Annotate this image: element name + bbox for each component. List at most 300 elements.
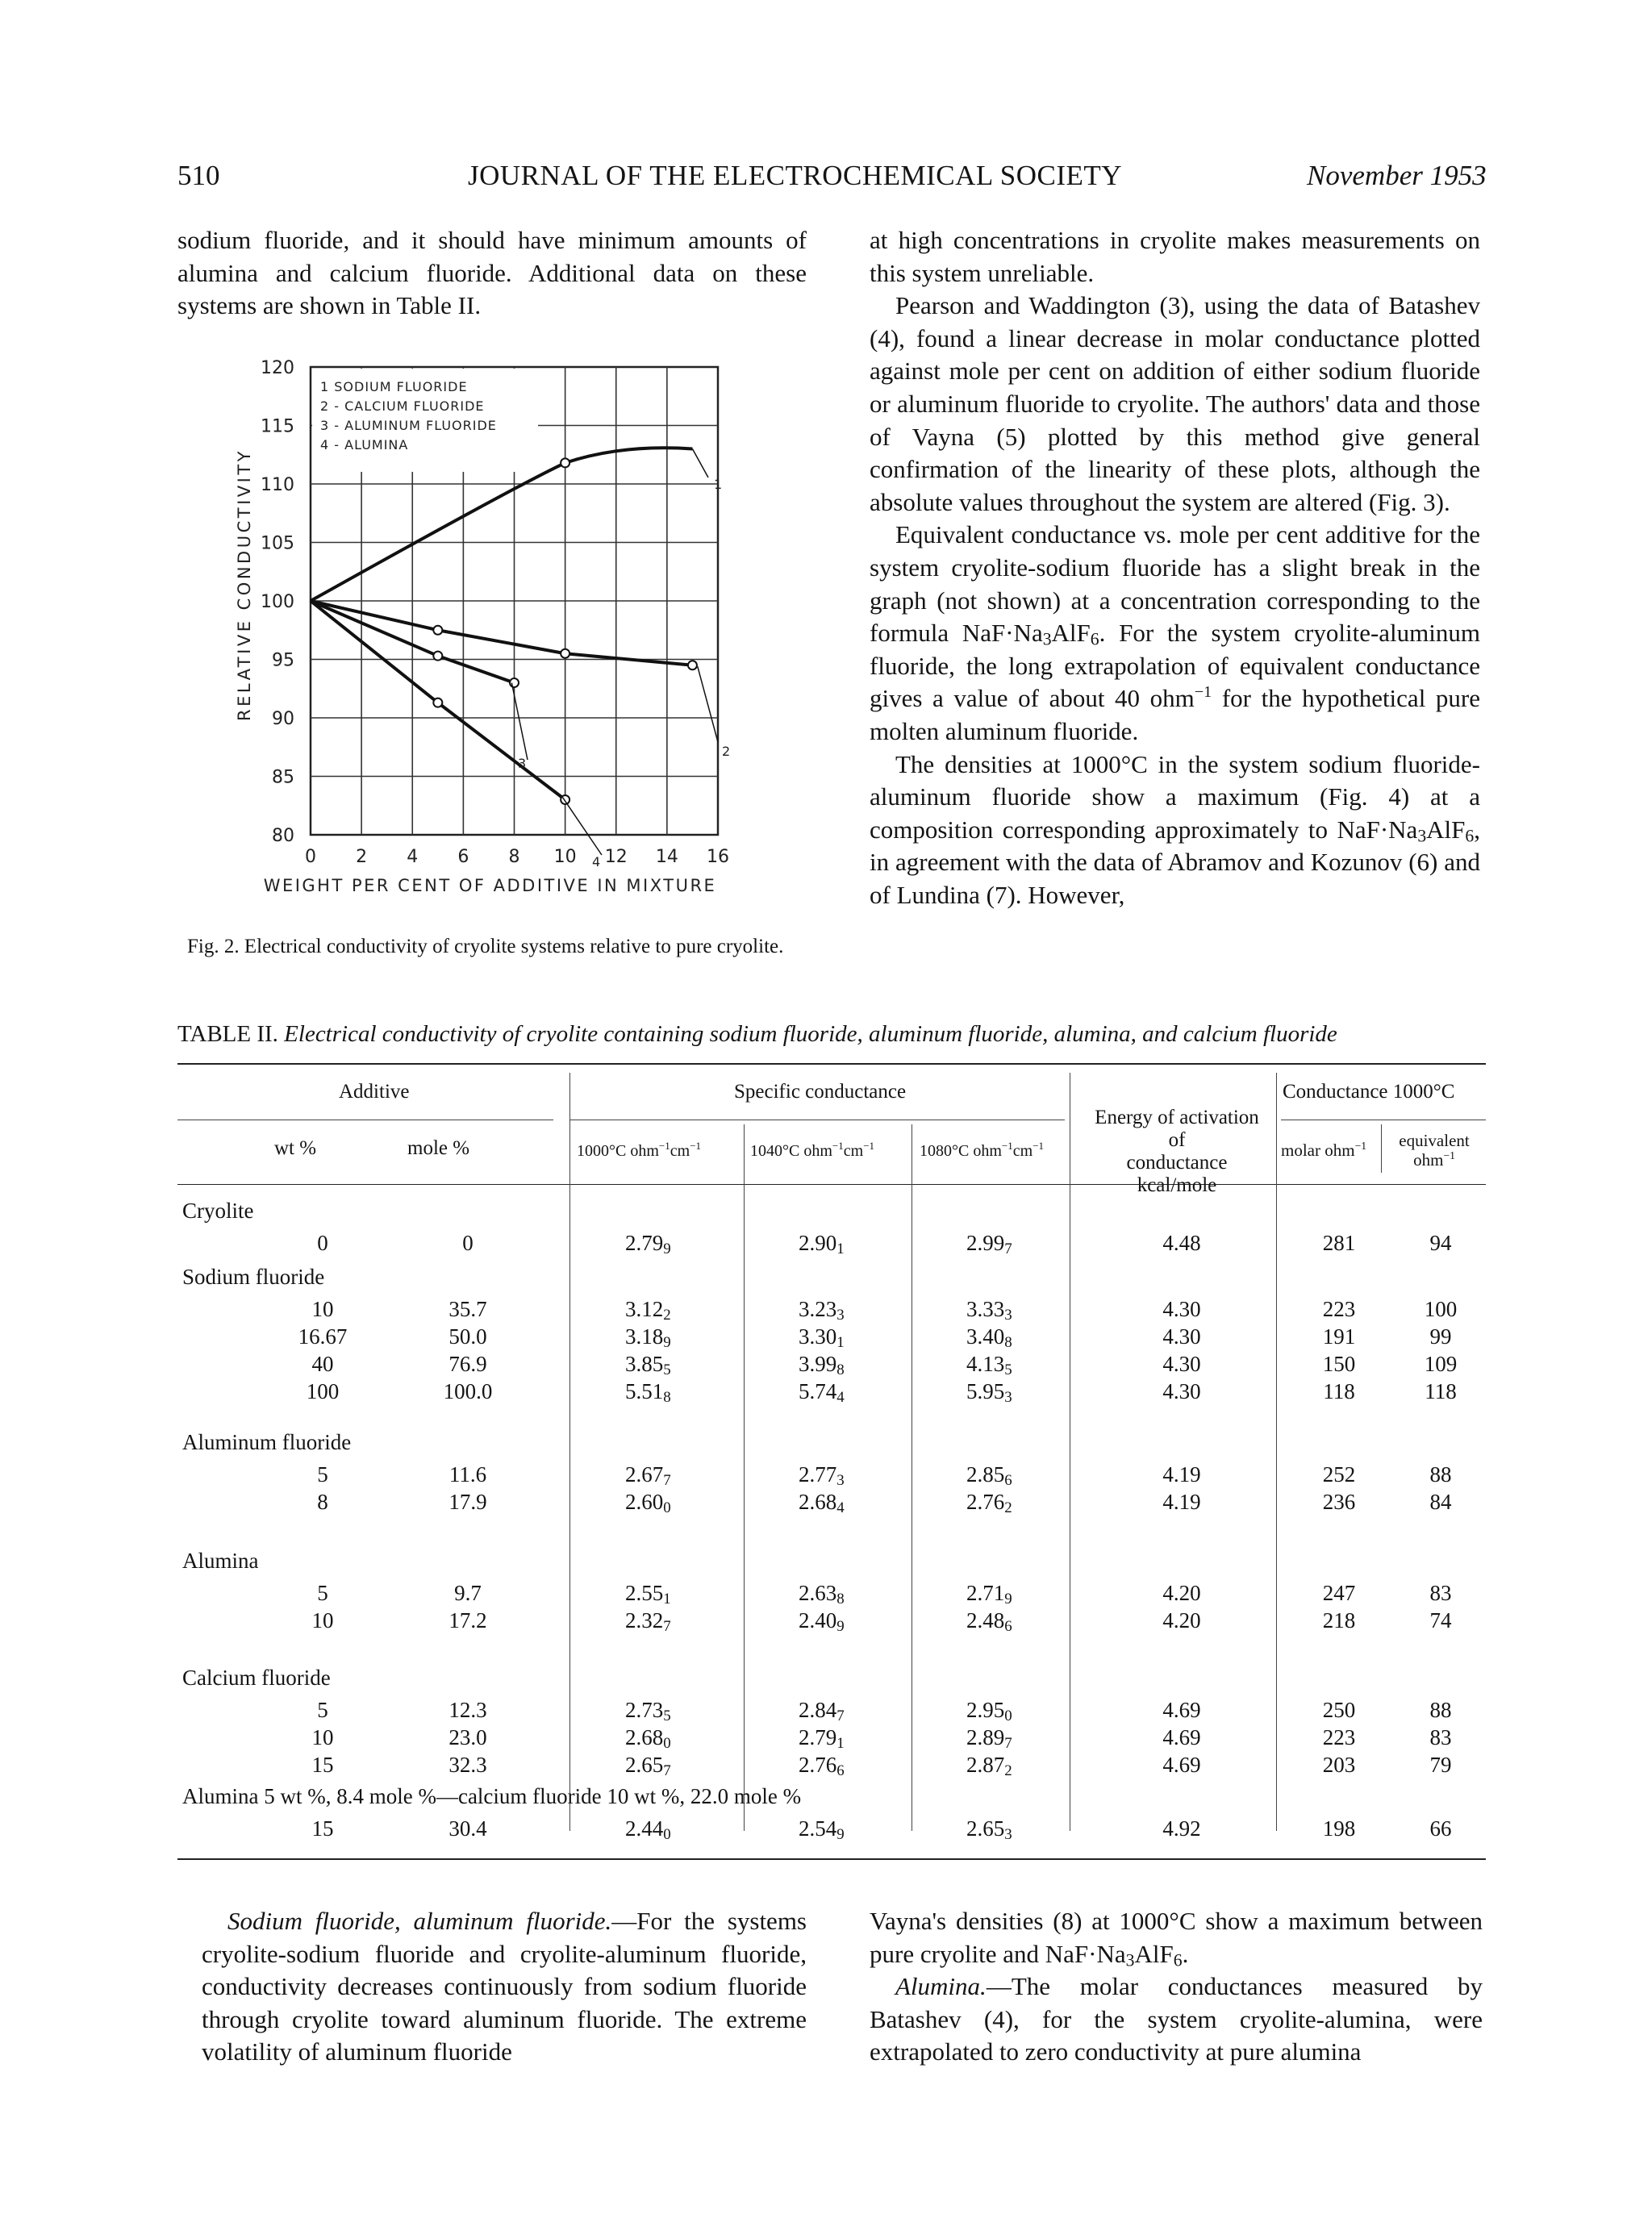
table-cell-energy: 4.30 xyxy=(1162,1324,1201,1349)
table-cell-value: 2.44 xyxy=(625,1816,664,1841)
table-cell-mole: 76.9 xyxy=(448,1352,487,1376)
table-cell-subscript-digit: 5 xyxy=(663,1361,671,1378)
table-cell-c1080 xyxy=(966,1698,1055,1723)
legend-entry: 3 - ALUMINUM FLUORIDE xyxy=(320,418,497,433)
table-cell-value: 5.95 xyxy=(966,1379,1005,1403)
table-cell-value: 3.23 xyxy=(799,1297,837,1321)
page-number: 510 xyxy=(177,160,220,191)
table-cell-subscript-digit: 0 xyxy=(663,1499,671,1516)
journal-title: JOURNAL OF THE ELECTROCHEMICAL SOCIETY xyxy=(468,160,1123,191)
col-divider-2 xyxy=(744,1124,745,1831)
table-cell-subscript-digit: 3 xyxy=(836,1471,845,1489)
table-cell-equiv: 118 xyxy=(1425,1379,1457,1403)
col-divider-1 xyxy=(569,1073,570,1831)
table-group-label: Alumina 5 wt %, 8.4 mole %—calcium fluoride 10 wt %, 22.0 mole % xyxy=(182,1784,802,1808)
table-cell-wt: 10 xyxy=(311,1608,334,1632)
table-cell-value: 2.85 xyxy=(966,1462,1005,1487)
table-cell-subscript-digit: 6 xyxy=(1004,1617,1012,1635)
table-cell-c1040 xyxy=(799,1698,887,1723)
table-cell-equiv: 84 xyxy=(1429,1490,1452,1514)
right-column-text xyxy=(870,224,1480,911)
head-energy-line-2: conductance kcal/mole xyxy=(1126,1152,1228,1196)
table-cell-c1080 xyxy=(966,1581,1055,1606)
table-cell-mole: 100.0 xyxy=(443,1379,493,1403)
x-tick-label: 4 xyxy=(407,847,419,867)
table-cell-mole: 35.7 xyxy=(448,1297,487,1321)
table-cell-mole: 23.0 xyxy=(448,1725,487,1749)
table-cell-c1000 xyxy=(625,1608,714,1633)
bottom-left-body: —For the systems cryolite-sodium fluoride and cryolite-aluminum fluoride, conductivity decreases continuously from sodium fluoride through cryolite toward aluminum fluoride. The extreme volatility of aluminum fluoride xyxy=(202,1907,807,2066)
figure-2-caption: Fig. 2. Electrical conductivity of cryolite systems relative to pure cryolite. xyxy=(187,936,784,957)
right-paragraph-3 xyxy=(870,519,1480,748)
figure-2-chart xyxy=(186,347,799,919)
table-cell-equiv: 99 xyxy=(1429,1324,1452,1349)
table-cell-mole: 17.2 xyxy=(448,1608,487,1632)
data-point xyxy=(561,649,569,658)
table-cell-energy: 4.20 xyxy=(1162,1608,1201,1632)
table-cell-equiv: 109 xyxy=(1424,1352,1458,1376)
table-cell-value: 2.95 xyxy=(966,1698,1005,1722)
table-group-label: Calcium fluoride xyxy=(182,1666,331,1690)
table-cell-subscript-digit: 0 xyxy=(1004,1707,1012,1724)
table-cell-value: 2.76 xyxy=(799,1753,837,1777)
table-cell-c1080 xyxy=(966,1490,1055,1515)
table-cell-c1040 xyxy=(799,1490,887,1515)
table-cell-equiv: 88 xyxy=(1429,1462,1452,1487)
table-cell-molar: 203 xyxy=(1322,1753,1356,1777)
table-cell-subscript-digit: 1 xyxy=(836,1734,845,1752)
table-cell-value: 2.99 xyxy=(966,1231,1005,1255)
table-cell-value: 2.55 xyxy=(625,1581,664,1605)
head-molar-text: molar ohm xyxy=(1281,1140,1355,1160)
table-cell-molar: 250 xyxy=(1322,1698,1356,1722)
y-tick-label: 95 xyxy=(272,650,294,671)
head-1080c xyxy=(920,1142,1044,1161)
br-p1-c: . xyxy=(1182,1939,1189,1968)
head-equivalent-unit xyxy=(1384,1150,1484,1170)
table-cell-value: 2.40 xyxy=(799,1608,837,1632)
table-cell-c1080 xyxy=(966,1725,1055,1750)
table-cell-value: 2.68 xyxy=(799,1490,837,1514)
legend-entry: 1 SODIUM FLUORIDE xyxy=(320,379,468,394)
head-equivalent-text: equivalent xyxy=(1399,1131,1470,1150)
table-cell-value: 2.32 xyxy=(625,1608,664,1632)
head-1040c-text: 1040°C ohm xyxy=(750,1142,832,1160)
table-cell-equiv: 66 xyxy=(1429,1816,1452,1841)
table-cell-energy: 4.69 xyxy=(1162,1725,1201,1749)
series-line xyxy=(311,601,692,665)
table-cell-mole: 12.3 xyxy=(448,1698,487,1722)
left-intro-paragraph xyxy=(177,224,807,323)
table-cell-value: 2.87 xyxy=(966,1753,1005,1777)
table-cell-value: 2.68 xyxy=(625,1725,664,1749)
table-bottom-rule xyxy=(177,1858,1486,1860)
head-wt: wt % xyxy=(274,1137,317,1159)
table-title-label: TABLE II. xyxy=(177,1021,285,1047)
table-cell-subscript-digit: 8 xyxy=(836,1361,845,1378)
table-group-label: Cryolite xyxy=(182,1199,254,1223)
table-cell-molar: 118 xyxy=(1323,1379,1355,1403)
table-cell-molar: 223 xyxy=(1322,1725,1356,1749)
head-specific-conductance: Specific conductance xyxy=(734,1081,907,1103)
table-cell-mole: 11.6 xyxy=(448,1462,487,1487)
table-cell-mole: 32.3 xyxy=(448,1753,487,1777)
br-p1-a: Vayna's densities (8) at 1000°C show a maximum between pure cryolite and NaF·Na xyxy=(870,1907,1483,1968)
table-cell-wt: 5 xyxy=(317,1462,328,1487)
bottom-left-heading: Sodium fluoride, aluminum fluoride. xyxy=(227,1907,612,1935)
col-divider-6 xyxy=(1381,1124,1382,1173)
table-cell-subscript-digit: 4 xyxy=(836,1499,845,1516)
table-cell-energy: 4.69 xyxy=(1162,1698,1201,1722)
curve-label-leader xyxy=(692,449,708,478)
table-cell-value: 3.18 xyxy=(625,1324,664,1349)
head-1000c-sup-2: −1 xyxy=(690,1140,702,1153)
p4-text-c: , in agreement with the data of Abramov and Kozunov (6) and of Lundina (7). However, xyxy=(870,815,1480,909)
table-cell-value: 2.79 xyxy=(625,1231,664,1255)
data-point xyxy=(561,458,569,467)
table-cell-c1000 xyxy=(625,1581,714,1606)
issue-date: November 1953 xyxy=(1307,160,1487,191)
table-cell-value: 2.60 xyxy=(625,1490,664,1514)
table-cell-subscript-digit: 4 xyxy=(836,1388,845,1406)
table-cell-energy: 4.30 xyxy=(1162,1379,1201,1403)
right-paragraph-4 xyxy=(870,748,1480,912)
table-cell-mole: 17.9 xyxy=(448,1490,487,1514)
table-cell-subscript-digit: 3 xyxy=(1004,1388,1012,1406)
table-cell-subscript-digit: 5 xyxy=(1004,1361,1012,1378)
p3-sub-6: 6 xyxy=(1090,629,1099,649)
table-cell-energy: 4.69 xyxy=(1162,1753,1201,1777)
table-cell-wt: 0 xyxy=(317,1231,328,1255)
table-group-label: Sodium fluoride xyxy=(182,1265,325,1289)
head-1080c-text: 1080°C ohm xyxy=(920,1142,1002,1160)
table-cell-c1000 xyxy=(625,1816,714,1841)
table-cell-subscript-digit: 9 xyxy=(663,1333,671,1351)
table-cell-c1040 xyxy=(799,1231,887,1256)
bottom-right-paragraph-1 xyxy=(870,1905,1483,1970)
table-cell-c1080 xyxy=(966,1231,1055,1256)
table-cell-value: 2.67 xyxy=(625,1462,664,1487)
table-cell-value: 2.65 xyxy=(966,1816,1005,1841)
table-cell-value: 3.99 xyxy=(799,1352,837,1376)
head-1080c-unit: cm xyxy=(1012,1142,1033,1160)
right-paragraph-1: at high concentrations in cryolite makes measurements on this system unreliable. xyxy=(870,226,1480,287)
table-cell-equiv: 94 xyxy=(1429,1231,1452,1255)
br-p2-heading: Alumina. xyxy=(895,1972,987,2001)
bottom-left-paragraph xyxy=(202,1905,807,2069)
head-1000c-sup-1: −1 xyxy=(658,1140,670,1153)
head-molar xyxy=(1281,1140,1366,1161)
table-cell-c1080 xyxy=(966,1297,1055,1322)
y-tick-label: 110 xyxy=(261,475,294,495)
head-energy xyxy=(1087,1107,1266,1197)
p3-sup: −1 xyxy=(1194,683,1212,702)
table-cell-value: 4.13 xyxy=(966,1352,1005,1376)
head-1000c-text: 1000°C ohm xyxy=(577,1142,659,1160)
table-cell-subscript-digit: 7 xyxy=(663,1471,671,1489)
col-divider-5 xyxy=(1276,1073,1277,1831)
table-cell-subscript-digit: 3 xyxy=(1004,1306,1012,1324)
x-tick-label: 8 xyxy=(508,847,520,867)
curve-number-label: 2 xyxy=(722,744,731,759)
legend-entry: 4 - ALUMINA xyxy=(320,437,409,452)
x-tick-label: 0 xyxy=(305,847,316,867)
data-point xyxy=(433,698,442,707)
y-tick-label: 105 xyxy=(261,533,294,554)
table-cell-subscript-digit: 0 xyxy=(663,1825,671,1843)
table-cell-subscript-digit: 9 xyxy=(836,1617,845,1635)
y-tick-label: 100 xyxy=(261,592,294,612)
table-cell-subscript-digit: 3 xyxy=(836,1306,845,1324)
table-cell-subscript-digit: 8 xyxy=(836,1590,845,1607)
x-tick-label: 12 xyxy=(604,847,628,867)
head-1040c xyxy=(750,1142,874,1161)
table-2-title xyxy=(177,1021,1337,1048)
table-cell-wt: 8 xyxy=(317,1490,328,1514)
head-1080c-sup-1: −1 xyxy=(1001,1140,1013,1153)
table-group-label: Aluminum fluoride xyxy=(182,1430,352,1454)
table-cell-c1000 xyxy=(625,1725,714,1750)
table-cell-value: 5.51 xyxy=(625,1379,664,1403)
table-cell-wt: 16.67 xyxy=(298,1324,348,1349)
table-cell-equiv: 74 xyxy=(1429,1608,1452,1632)
table-cell-value: 2.76 xyxy=(966,1490,1005,1514)
head-1000c-unit: cm xyxy=(670,1142,690,1160)
data-point xyxy=(688,661,697,669)
table-cell-c1000 xyxy=(625,1490,714,1515)
table-cell-subscript-digit: 6 xyxy=(836,1762,845,1779)
table-cell-subscript-digit: 2 xyxy=(1004,1762,1012,1779)
table-cell-molar: 281 xyxy=(1322,1231,1356,1255)
table-cell-subscript-digit: 7 xyxy=(836,1707,845,1724)
table-cell-c1000 xyxy=(625,1698,714,1723)
table-cell-value: 2.89 xyxy=(966,1725,1005,1749)
table-cell-value: 2.48 xyxy=(966,1608,1005,1632)
curve-number-label: 4 xyxy=(592,854,601,869)
head-1040c-sup-1: −1 xyxy=(832,1140,844,1153)
table-cell-value: 2.63 xyxy=(799,1581,837,1605)
table-cell-subscript-digit: 8 xyxy=(663,1388,671,1406)
table-cell-subscript-digit: 6 xyxy=(1004,1471,1012,1489)
table-cell-c1080 xyxy=(966,1608,1055,1633)
table-cell-subscript-digit: 1 xyxy=(663,1590,671,1607)
table-cell-subscript-digit: 7 xyxy=(1004,1240,1012,1257)
table-cell-value: 2.54 xyxy=(799,1816,837,1841)
table-group-label: Alumina xyxy=(182,1549,259,1573)
table-cell-energy: 4.20 xyxy=(1162,1581,1201,1605)
head-1080c-sup-2: −1 xyxy=(1032,1140,1045,1153)
table-cell-energy: 4.19 xyxy=(1162,1490,1201,1514)
table-cell-subscript-digit: 1 xyxy=(836,1240,845,1257)
p4-text-a: The densities at 1000°C in the system sodium fluoride-aluminum fluoride show a maximum (Fig. 4) at a composition corresponding approximately to NaF·Na xyxy=(870,749,1480,844)
table-cell-value: 3.30 xyxy=(799,1324,837,1349)
table-cell-subscript-digit: 0 xyxy=(663,1734,671,1752)
table-cell-energy: 4.48 xyxy=(1162,1231,1201,1255)
table-cell-c1000 xyxy=(625,1462,714,1487)
table-cell-mole: 9.7 xyxy=(454,1581,482,1605)
table-cell-c1040 xyxy=(799,1753,887,1778)
data-point xyxy=(561,795,569,804)
br-p1-sub3: 3 xyxy=(1125,1949,1135,1970)
p4-sub-6: 6 xyxy=(1465,826,1475,846)
y-tick-label: 85 xyxy=(272,767,294,788)
table-cell-c1040 xyxy=(799,1379,887,1404)
p3-text-b: AlF xyxy=(1051,619,1091,648)
table-cell-wt: 10 xyxy=(311,1297,334,1321)
table-cell-c1000 xyxy=(625,1297,714,1322)
data-point xyxy=(510,678,519,687)
head-1040c-sup-2: −1 xyxy=(863,1140,875,1153)
table-cell-c1040 xyxy=(799,1816,887,1841)
right-paragraph-2: Pearson and Waddington (3), using the data of Batashev (4), found a linear decrease in molar conductance plotted against mole per cent on addition of either sodium fluoride or aluminum fluoride to cryolite. The authors' data and those of Vayna (5) plotted by this method give general confirmation of the linearity of these plots, although the absolute values throughout the system are altered (Fig. 3). xyxy=(870,291,1480,516)
table-cell-subscript-digit: 9 xyxy=(663,1240,671,1257)
table-cell-value: 2.73 xyxy=(625,1698,664,1722)
head-conductance-1000: Conductance 1000°C xyxy=(1283,1081,1455,1103)
curve-number-label: 3 xyxy=(518,756,527,771)
p4-text-b: AlF xyxy=(1426,815,1466,844)
x-tick-label: 2 xyxy=(356,847,368,867)
table-cell-molar: 191 xyxy=(1322,1324,1356,1349)
table-cell-c1080 xyxy=(966,1462,1055,1487)
y-axis-label: RELATIVE CONDUCTIVITY xyxy=(235,448,254,721)
table-cell-c1040 xyxy=(799,1581,887,1606)
table-cell-value: 2.77 xyxy=(799,1462,837,1487)
table-cell-c1000 xyxy=(625,1753,714,1778)
head-equivalent-sup: −1 xyxy=(1443,1149,1455,1161)
table-cell-wt: 15 xyxy=(311,1816,334,1841)
table-head-rule xyxy=(177,1184,1486,1185)
head-molar-sup: −1 xyxy=(1354,1139,1367,1152)
table-cell-molar: 252 xyxy=(1322,1462,1356,1487)
table-cell-energy: 4.19 xyxy=(1162,1462,1201,1487)
table-cell-molar: 150 xyxy=(1322,1352,1356,1376)
br-p1-b: AlF xyxy=(1134,1939,1174,1968)
table-cell-subscript-digit: 2 xyxy=(663,1306,671,1324)
table-cell-subscript-digit: 7 xyxy=(1004,1734,1012,1752)
br-p2-body: —The molar conductances measured by Batashev (4), for the system cryolite-alumina, were extrapolated to zero conductivity at pure alumina xyxy=(870,1972,1483,2066)
legend-entry: 2 - CALCIUM FLUORIDE xyxy=(320,398,485,414)
table-cell-c1040 xyxy=(799,1352,887,1377)
data-point xyxy=(433,626,442,635)
head-energy-line-1: Energy of activation of xyxy=(1095,1107,1259,1151)
table-cell-molar: 223 xyxy=(1322,1297,1356,1321)
y-tick-label: 80 xyxy=(272,826,294,846)
table-cell-c1080 xyxy=(966,1753,1055,1778)
table-cell-subscript-digit: 9 xyxy=(1004,1590,1012,1607)
table-cell-c1000 xyxy=(625,1231,714,1256)
head-1040c-unit: cm xyxy=(843,1142,864,1160)
table-cell-equiv: 79 xyxy=(1429,1753,1452,1777)
table-cell-value: 2.65 xyxy=(625,1753,664,1777)
table-cell-wt: 10 xyxy=(311,1725,334,1749)
bottom-right-paragraph-2 xyxy=(870,1970,1483,2069)
table-top-rule xyxy=(177,1063,1486,1065)
table-cell-subscript-digit: 5 xyxy=(663,1707,671,1724)
p3-text-c: . For the system cryolite-aluminum fluoride, the long extrapolation of equivalent conductance gives a value of about 40 ohm xyxy=(870,619,1480,713)
table-cell-c1040 xyxy=(799,1297,887,1322)
table-cell-molar: 218 xyxy=(1322,1608,1356,1632)
table-cell-value: 3.85 xyxy=(625,1352,664,1376)
p3-text-d: for the hypothetical pure molten aluminum fluoride. xyxy=(870,684,1480,745)
table-cell-wt: 40 xyxy=(311,1352,334,1376)
x-axis-label: WEIGHT PER CENT OF ADDITIVE IN MIXTURE xyxy=(263,876,717,895)
table-cell-mole: 50.0 xyxy=(448,1324,487,1349)
table-cell-c1080 xyxy=(966,1379,1055,1404)
y-tick-label: 115 xyxy=(261,416,294,437)
data-point xyxy=(433,652,442,661)
table-cell-c1000 xyxy=(625,1379,714,1404)
table-cell-wt: 15 xyxy=(311,1753,334,1777)
bottom-right-column xyxy=(870,1905,1483,2069)
br-p1-sub6: 6 xyxy=(1173,1949,1183,1970)
table-cell-value: 2.71 xyxy=(966,1581,1005,1605)
table-cell-value: 3.12 xyxy=(625,1297,664,1321)
p4-sub-3: 3 xyxy=(1417,826,1427,846)
table-title-text: Electrical conductivity of cryolite containing sodium fluoride, aluminum fluoride, alumina, and calcium fluoride xyxy=(284,1021,1337,1047)
table-cell-subscript-digit: 7 xyxy=(663,1762,671,1779)
table-cell-value: 2.90 xyxy=(799,1231,837,1255)
table-cell-wt: 5 xyxy=(317,1698,328,1722)
table-cell-mole: 30.4 xyxy=(448,1816,487,1841)
table-cell-value: 3.33 xyxy=(966,1297,1005,1321)
head-1000c xyxy=(577,1142,701,1161)
x-tick-label: 6 xyxy=(457,847,469,867)
table-cell-energy: 4.92 xyxy=(1162,1816,1201,1841)
table-cell-value: 3.40 xyxy=(966,1324,1005,1349)
table-cell-c1040 xyxy=(799,1725,887,1750)
table-cell-c1080 xyxy=(966,1324,1055,1349)
p3-sub-3: 3 xyxy=(1042,629,1052,649)
table-cell-molar: 247 xyxy=(1322,1581,1356,1605)
p3-text-a: Equivalent conductance vs. mole per cent additive for the system cryolite-sodium fluoride has a slight break in the graph (not shown) at a concentration corresponding to the formula NaF·Na xyxy=(870,520,1480,648)
table-cell-energy: 4.30 xyxy=(1162,1297,1201,1321)
table-cell-subscript-digit: 2 xyxy=(1004,1499,1012,1516)
table-cell-value: 2.79 xyxy=(799,1725,837,1749)
x-tick-label: 16 xyxy=(707,847,729,867)
table-cell-c1000 xyxy=(625,1352,714,1377)
table-cell-equiv: 83 xyxy=(1429,1581,1452,1605)
table-cell-subscript-digit: 8 xyxy=(1004,1333,1012,1351)
head-additive: Additive xyxy=(339,1081,410,1103)
curve-number-label: 1 xyxy=(714,477,723,492)
table-cell-subscript-digit: 7 xyxy=(663,1617,671,1635)
table-cell-subscript-digit: 1 xyxy=(836,1333,845,1351)
table-cell-value: 2.84 xyxy=(799,1698,837,1722)
left-intro-text: sodium fluoride, and it should have minimum amounts of alumina and calcium fluoride. Additional data on these systems are shown in Table II. xyxy=(177,226,807,320)
x-tick-label: 10 xyxy=(553,847,577,867)
table-cell-wt: 100 xyxy=(306,1379,340,1403)
x-tick-label: 14 xyxy=(655,847,678,867)
bottom-left-text xyxy=(202,1905,807,2069)
table-cell-wt: 5 xyxy=(317,1581,328,1605)
y-tick-label: 90 xyxy=(272,709,294,729)
table-cell-c1040 xyxy=(799,1324,887,1349)
table-cell-mole: 0 xyxy=(462,1231,473,1255)
table-cell-value: 5.74 xyxy=(799,1379,837,1403)
curve-label-leader xyxy=(698,666,718,742)
head-mole: mole % xyxy=(407,1137,470,1159)
table-cell-subscript-digit: 3 xyxy=(1004,1825,1012,1843)
table-cell-c1040 xyxy=(799,1608,887,1633)
table-cell-c1080 xyxy=(966,1816,1055,1841)
table-cell-energy: 4.30 xyxy=(1162,1352,1201,1376)
table-cell-c1000 xyxy=(625,1324,714,1349)
table-cell-molar: 198 xyxy=(1322,1816,1356,1841)
head-equivalent-ohm: ohm xyxy=(1413,1150,1444,1170)
table-cell-molar: 236 xyxy=(1322,1490,1356,1514)
table-cell-c1080 xyxy=(966,1352,1055,1377)
head-equivalent xyxy=(1384,1131,1484,1170)
